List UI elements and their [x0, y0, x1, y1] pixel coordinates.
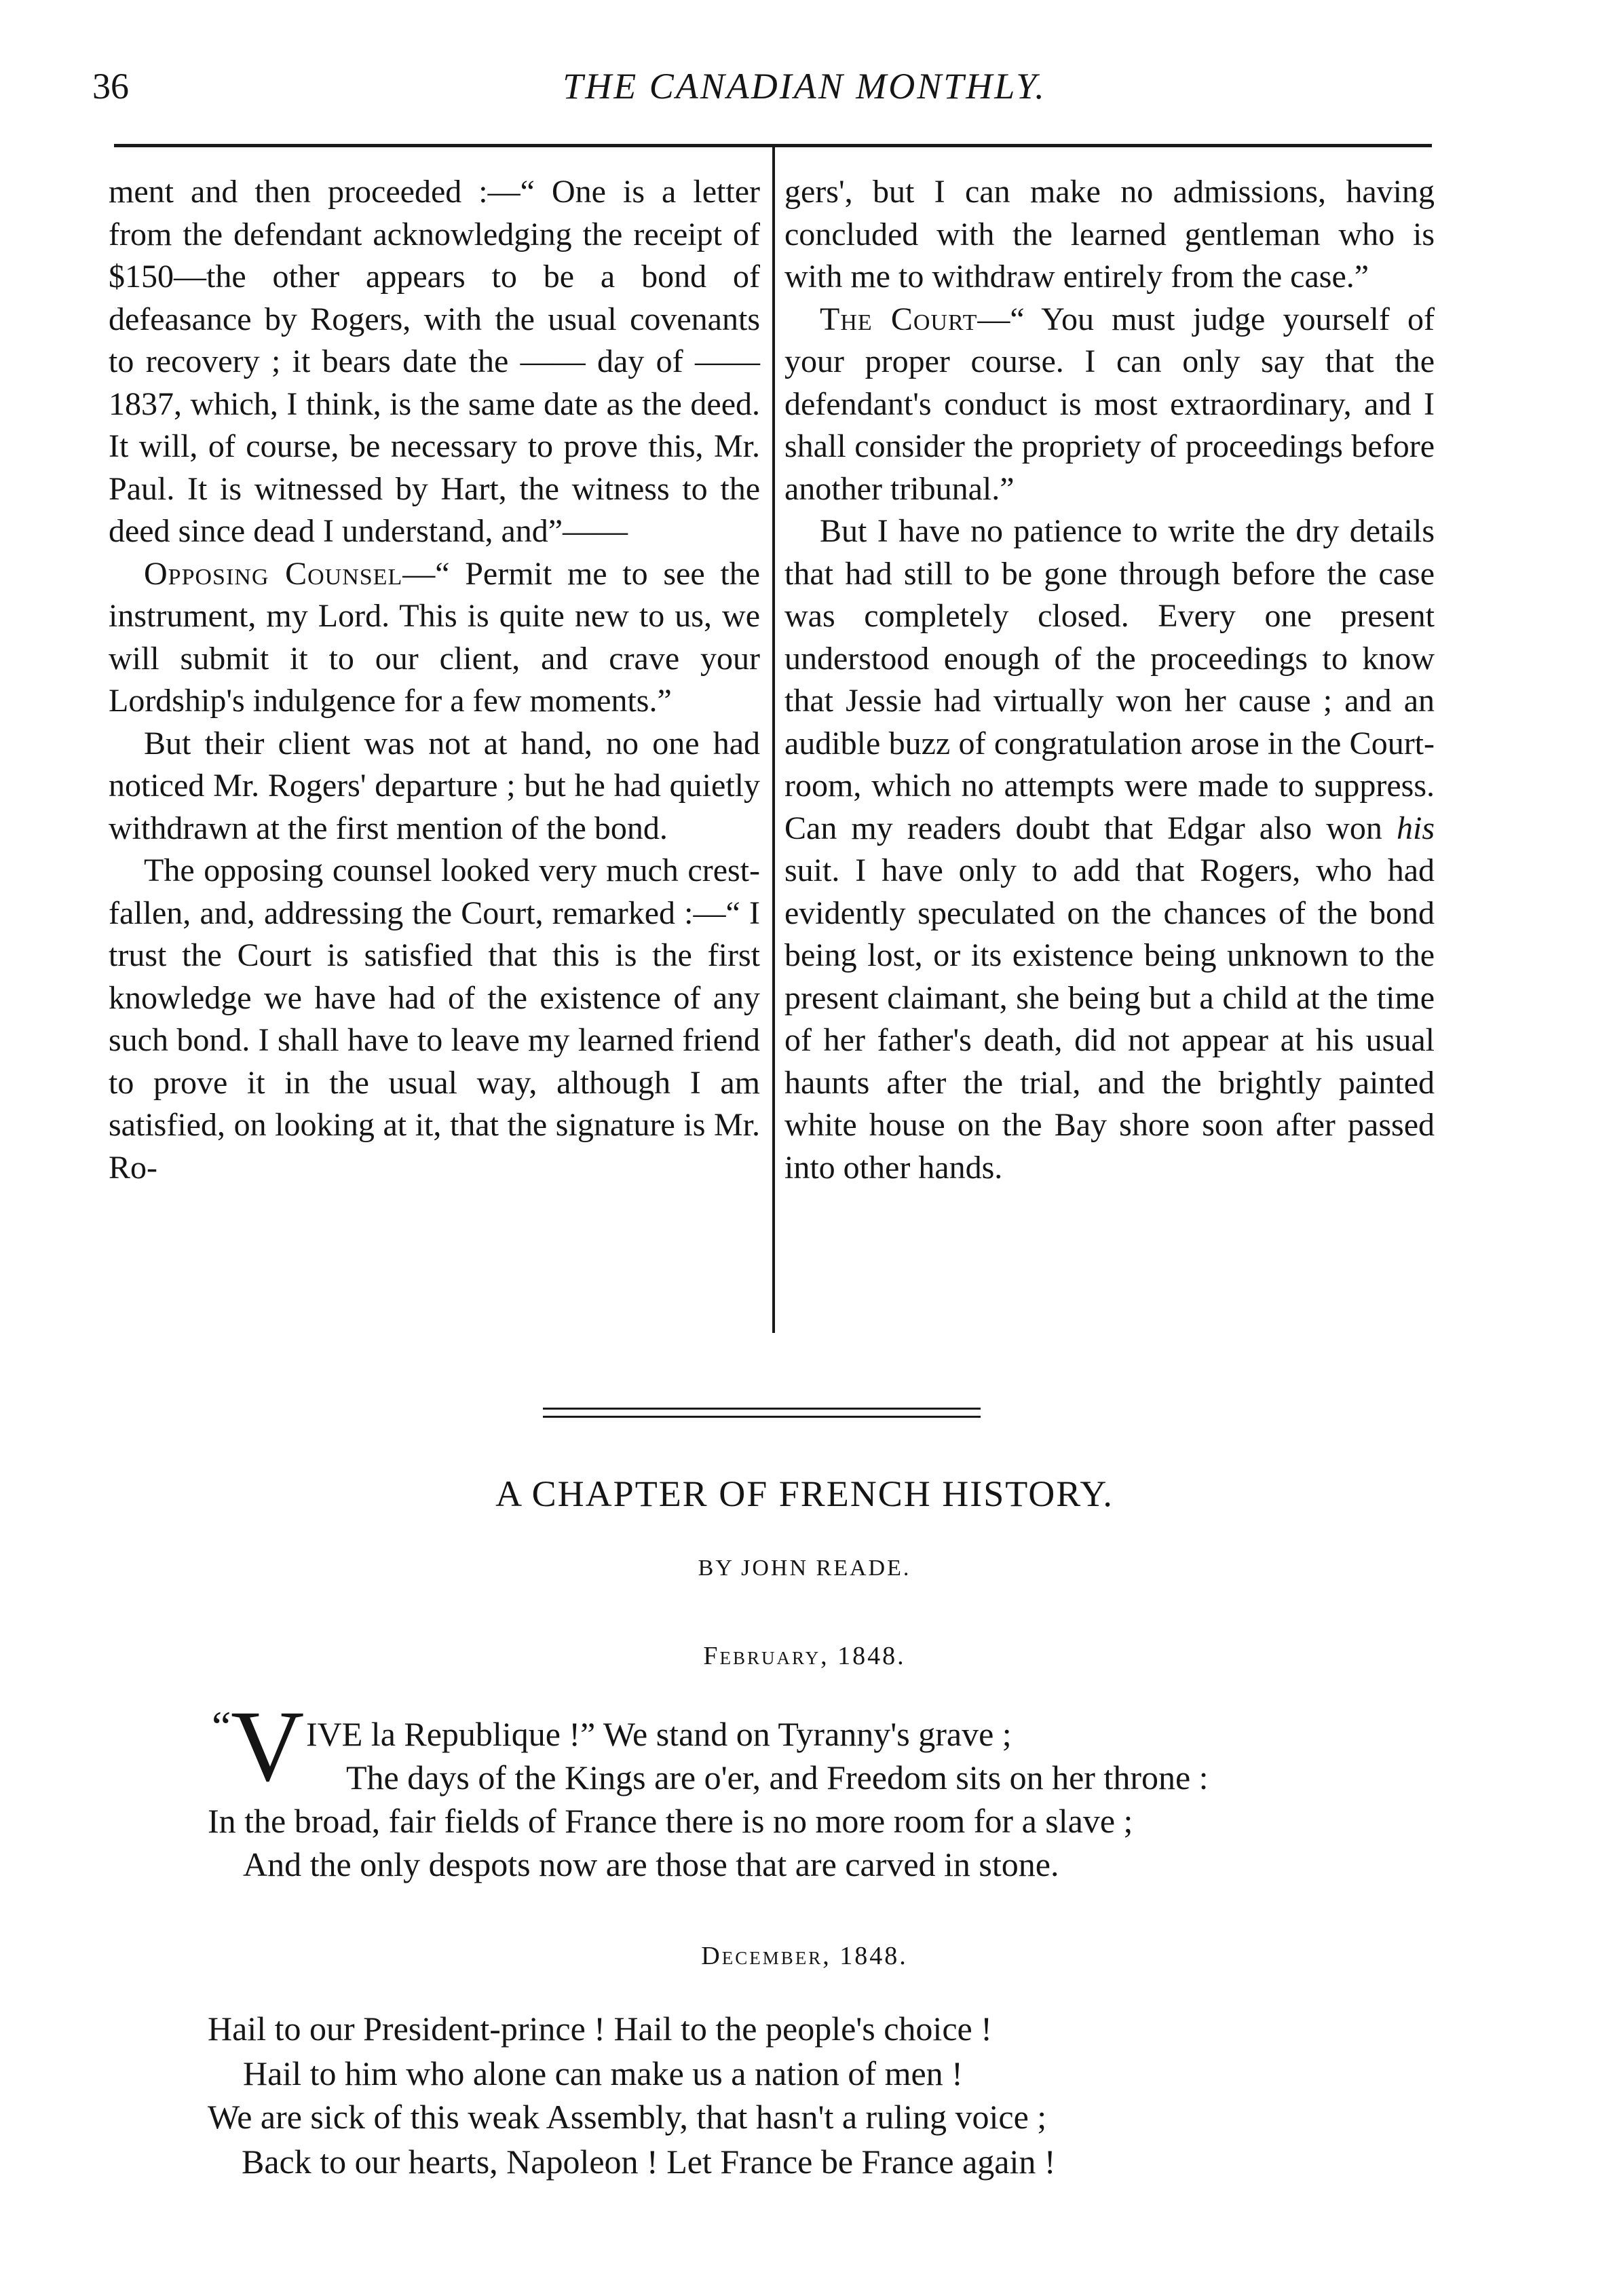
speech-text: —“ Permit me to see the instrument, my Lord. This is quite new to us, we will submit it to our client, and crave your Lordship's indulgence for a few moments.” — [109, 555, 761, 719]
text-run: suit. I have only to add that Rogers, who had evidently speculated on the chances of the bond being lost, or its existence being unknown to the present claimant, she being but a child at the time of her father's death, did not appear at his usual haunts after the trial, and the brightly painted white house on the Bay shore soon after passed into other hands. — [784, 852, 1435, 1186]
speech-text: —“ You must judge yourself of your proper course. I can only say that the defendant's conduct is most extraordinary, and I shall consider the propriety of proceedings before another tribunal.” — [784, 301, 1435, 507]
drop-cap: V — [231, 1690, 305, 1803]
speaker-name: The Court — [820, 301, 978, 337]
section-separator-rule — [543, 1408, 981, 1410]
left-column — [109, 171, 760, 1189]
verse-line: The days of the Kings are o'er, and Freedom sits on her throne : — [346, 1758, 1209, 1796]
right-column — [784, 171, 1435, 1189]
section-separator-rule — [543, 1416, 981, 1418]
paragraph: gers', but I can make no admissions, having concluded with the learned gentleman who is with me to withdraw entirely from the case.” — [784, 174, 1435, 295]
paragraph — [109, 553, 760, 723]
column-divider — [772, 145, 775, 1333]
verse-line: Hail to our President-prince ! Hail to the people's choice ! — [208, 2010, 992, 2048]
verse-line: We are sick of this weak Assembly, that hasn't a ruling voice ; — [208, 2098, 1047, 2136]
paragraph — [784, 299, 1435, 511]
stanza-date: February, 1848. — [703, 1642, 906, 1670]
running-title: THE CANADIAN MONTHLY. — [563, 66, 1046, 107]
text-run: But I have no patience to write the dry details that had still to be gone through before the case was completely closed. Every one present understood enough of the proceedings to know that Jessie had virtually won her cause ; and an audible buzz of congratulation arose in the Court-room, which no attempts were made to suppress. Can my readers doubt that Edgar also won — [784, 513, 1435, 846]
paragraph — [784, 510, 1435, 1189]
opening-quote: “ — [212, 1702, 231, 1750]
paragraph: But their client was not at hand, no one had noticed Mr. Rogers' departure ; but he had quietly withdrawn at the first mention of the bond. — [109, 725, 760, 846]
verse-line: Back to our hearts, Napoleon ! Let France be France again ! — [242, 2143, 1056, 2181]
speaker-name: Opposing Counsel — [144, 555, 403, 592]
paragraph: ment and then proceeded :—“ One is a letter from the defendant acknowledging the receipt of $150—the other appears to be a bond of defeasance by Rogers, with the usual covenants to recovery ; it bears date the —— day of —— 1837, which, I think, is the same date as the deed. It will, of course, be necessary to prove this, Mr. Paul. It is witnessed by Hart, the witness to the deed since dead I understand, and”—— — [109, 174, 760, 549]
paragraph: The opposing counsel looked very much crest-fallen, and, addressing the Court, remarked :—“ I trust the Court is satisfied that this is the first knowledge we have had of the existence of any such bond. I shall have to leave my learned friend to prove it in the usual way, although I am satisfied, on looking at it, that the signature is Mr. Ro- — [109, 852, 760, 1186]
stanza-date: December, 1848. — [701, 1942, 908, 1970]
verse-line: IVE la Republique !” We stand on Tyranny's grave ; — [306, 1715, 1012, 1753]
verse-line: In the broad, fair fields of France there is no more room for a slave ; — [208, 1802, 1133, 1840]
verse-line: Hail to him who alone can make us a nation of men ! — [243, 2054, 963, 2092]
page-number: 36 — [92, 66, 129, 107]
emphasis: his — [1396, 810, 1435, 846]
article-title: A CHAPTER OF FRENCH HISTORY. — [495, 1473, 1114, 1514]
verse-line: And the only despots now are those that are carved in stone. — [243, 1845, 1059, 1883]
byline: BY JOHN READE. — [698, 1556, 911, 1581]
